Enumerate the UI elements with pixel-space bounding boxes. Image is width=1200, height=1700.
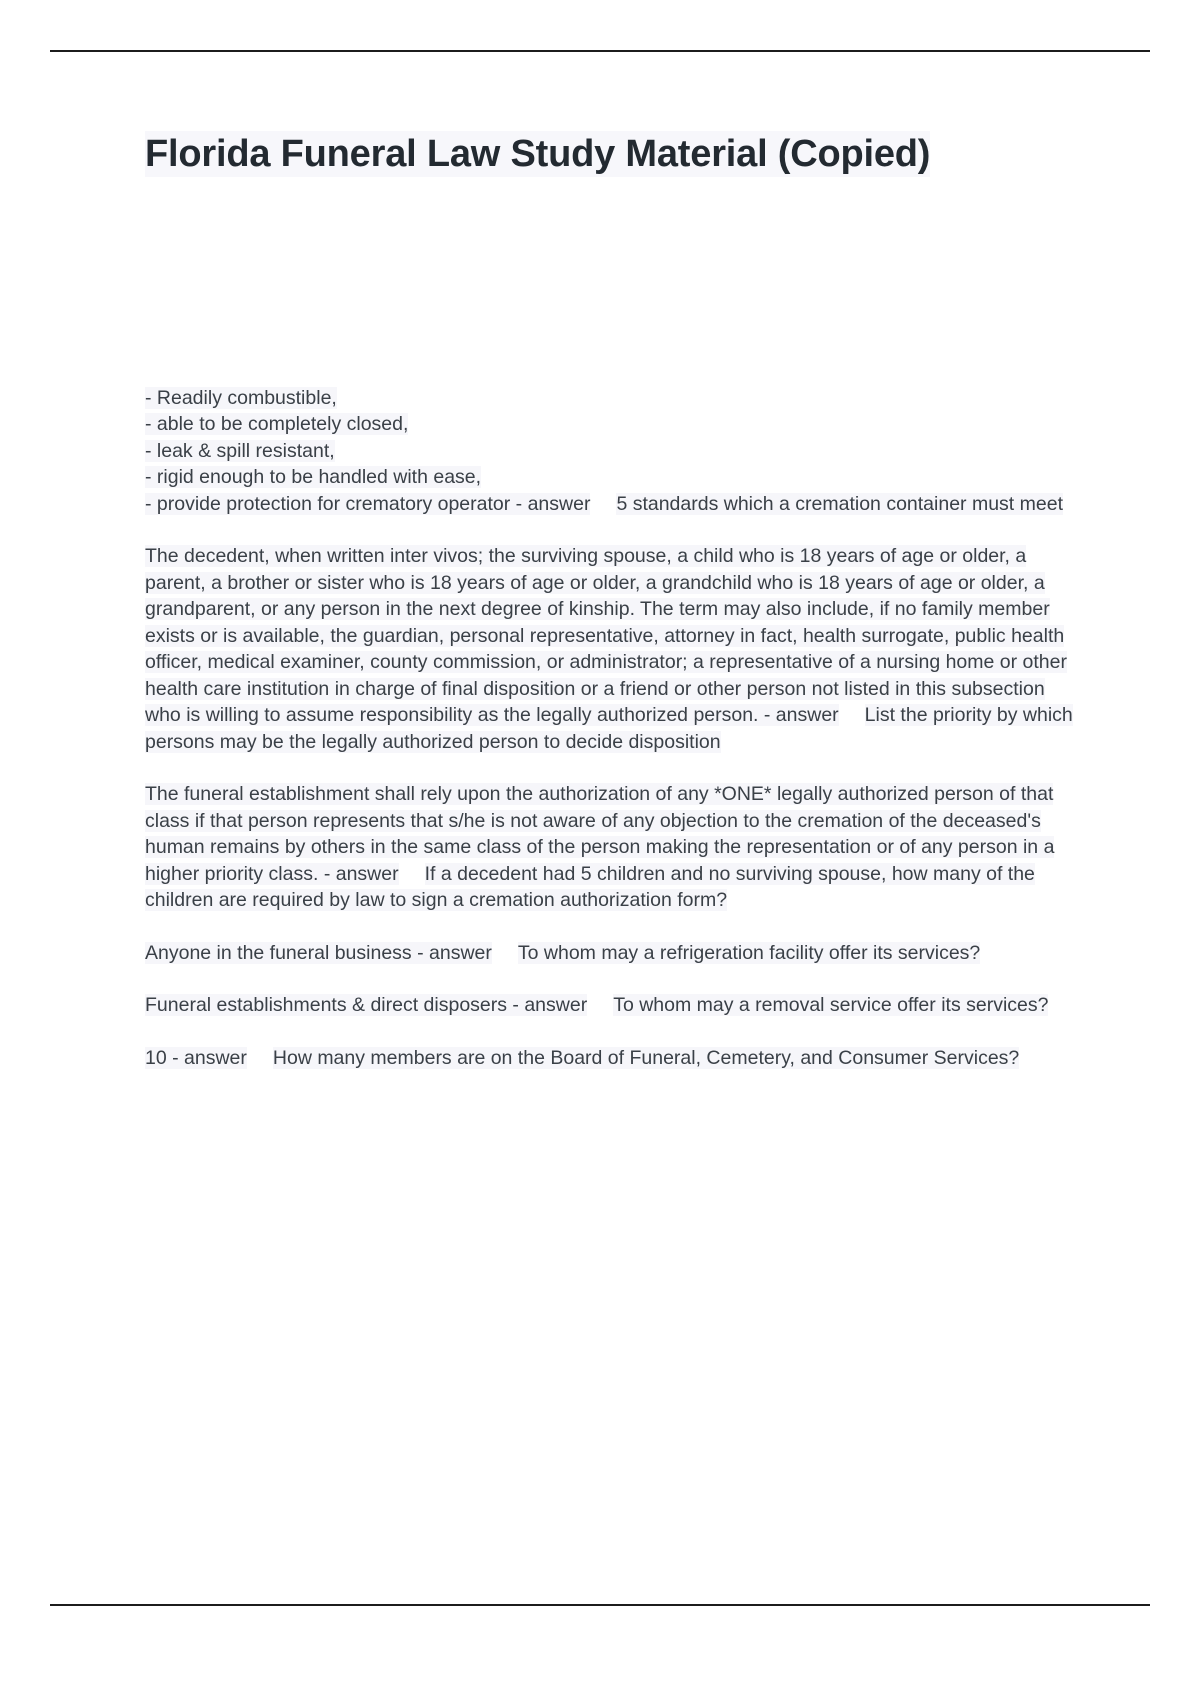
block-1-prompt: - provide protection for crematory operator - answer <box>145 492 591 515</box>
block-1-line-3: - leak & spill resistant, <box>145 439 335 462</box>
text-block-4 <box>145 940 1075 967</box>
text-block-5 <box>145 992 1075 1019</box>
block-1-line-4: - rigid enough to be handled with ease, <box>145 466 482 489</box>
block-4-prompt: Anyone in the funeral business - answer <box>145 941 492 964</box>
document-content <box>145 130 1075 1097</box>
text-block-1 <box>145 385 1075 518</box>
page-bottom-divider <box>50 1604 1150 1606</box>
text-block-3 <box>145 781 1075 914</box>
block-4-answer: To whom may a refrigeration facility offer its services? <box>517 941 981 964</box>
text-block-2 <box>145 543 1075 755</box>
title-spacer <box>145 179 1075 385</box>
block-6-prompt: 10 - answer <box>145 1046 247 1069</box>
page-title <box>145 130 1025 179</box>
block-6-answer: How many members are on the Board of Funeral, Cemetery, and Consumer Services? <box>272 1046 1020 1069</box>
block-5-prompt: Funeral establishments & direct disposers - answer <box>145 994 588 1017</box>
block-1-line-1: - Readily combustible, <box>145 386 337 409</box>
block-1-line-2: - able to be completely closed, <box>145 413 409 436</box>
block-3-prompt: The funeral establishment shall rely upon the authorization of any *ONE* legally authorized person of that class if that person represents that s/he is not aware of any objection to the cremation of the deceased's human remains by others in the same class of the person making the representation or of any person in a higher priority class. - answer <box>145 783 1055 885</box>
block-3-answer: If a decedent had 5 children and no surviving spouse, how many of the children are required by law to sign a cremation authorization form? <box>145 862 1035 912</box>
block-2-prompt: The decedent, when written inter vivos; the surviving spouse, a child who is 18 years of age or older, a parent, a brother or sister who is 18 years of age or older, a grandchild who is 18 years of age or older, a grandparent, or any person in the next degree of kinship. The term may also include, if no family member exists or is available, the guardian, personal representative, attorney in fact, health surrogate, public health officer, medical examiner, county commission, or administrator; a representative of a nursing home or other health care institution in charge of final disposition or a friend or other person not listed in this subsection who is willing to assume responsibility as the legally authorized person. - answer <box>145 545 1067 727</box>
block-2-answer: List the priority by which persons may be the legally authorized person to decide disposition <box>145 704 1073 753</box>
document-title-text: Florida Funeral Law Study Material (Copied) <box>145 133 931 175</box>
document-body <box>145 385 1075 1072</box>
block-1-answer: 5 standards which a cremation container must meet <box>616 492 1063 515</box>
block-5-answer: To whom may a removal service offer its services? <box>613 994 1049 1017</box>
text-block-6 <box>145 1045 1075 1072</box>
page-top-divider <box>50 50 1150 52</box>
